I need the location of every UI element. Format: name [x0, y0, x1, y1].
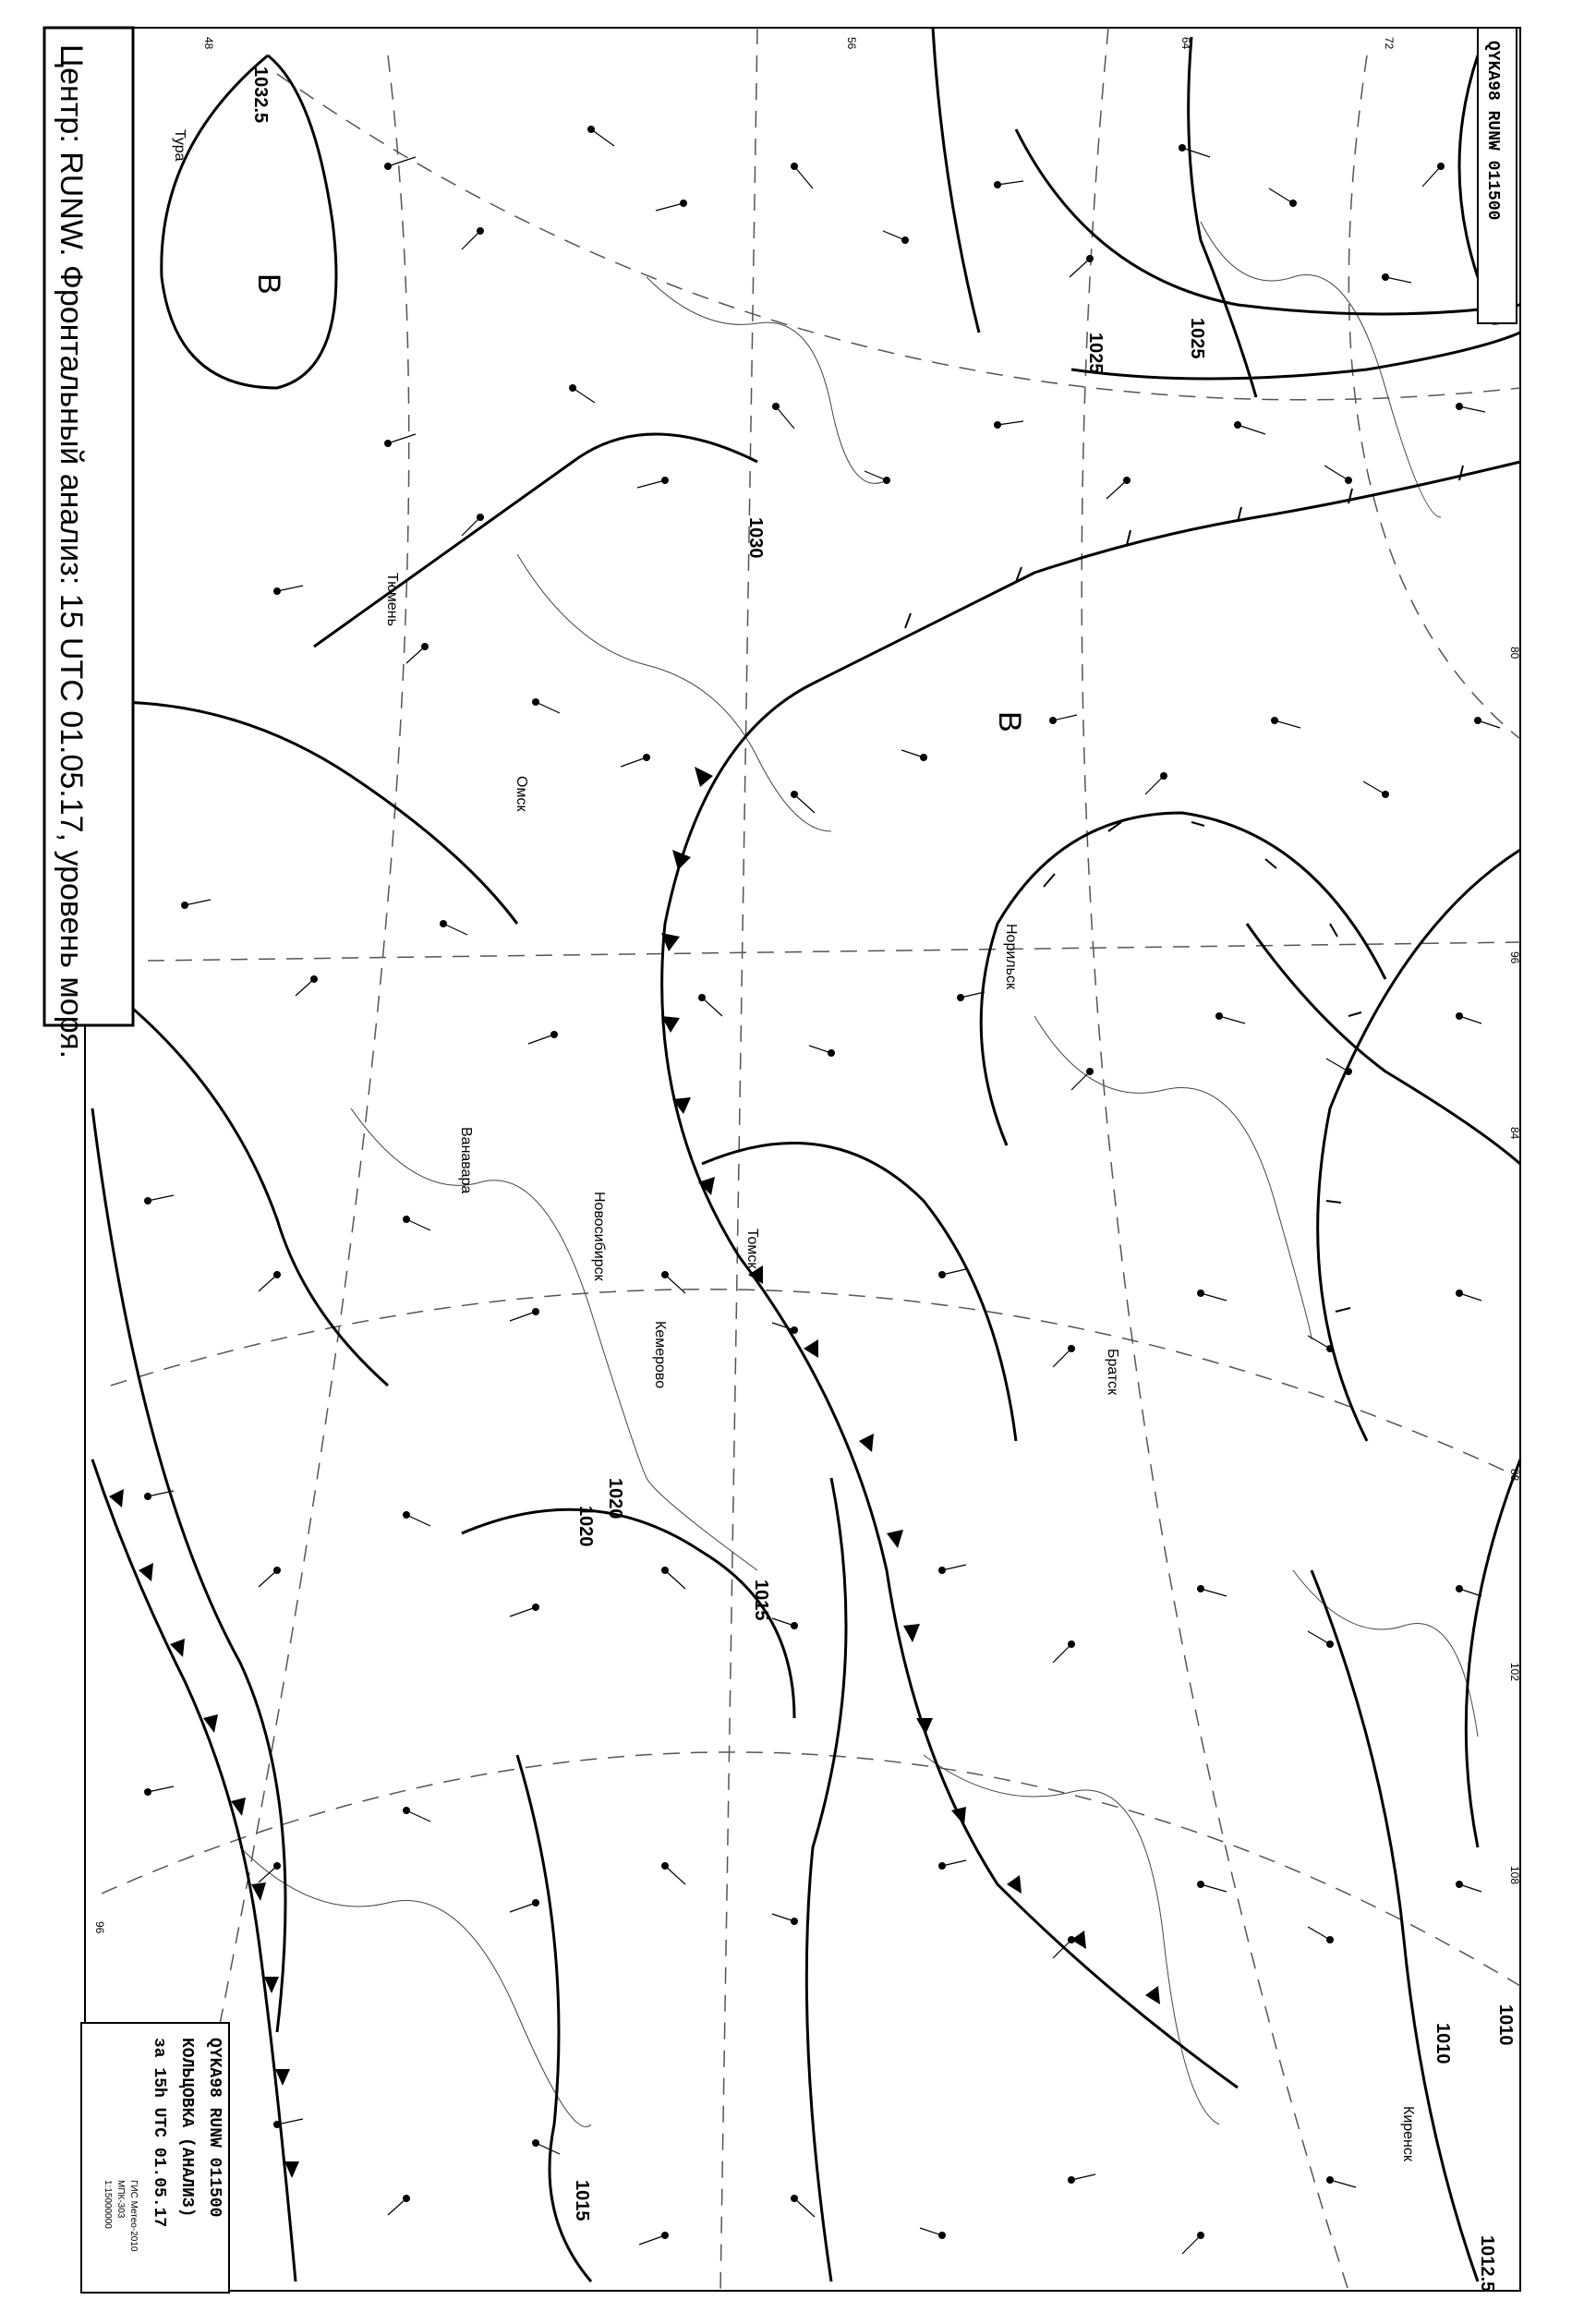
isobar-label: 1020 [575, 1506, 596, 1547]
city-label: Киренск [1400, 2106, 1416, 2161]
grid-number: 80 [1508, 647, 1521, 660]
grid-number: 72 [1383, 37, 1396, 50]
city-label: Омск [514, 776, 529, 812]
city-label: Тюмень [384, 573, 400, 626]
analysis-time: за 15h UTC 01.05.17 [150, 2038, 168, 2228]
grid-number: 96 [93, 1921, 106, 1934]
grid-number: 88 [1508, 1469, 1521, 1482]
isobar-label: 1012.5 [1477, 2235, 1497, 2293]
isobar-label: 1015 [572, 2180, 592, 2221]
city-label: Братск [1105, 1349, 1120, 1396]
grid-number: 84 [1508, 1127, 1521, 1140]
isobar-label: 1025 [1085, 333, 1106, 374]
isobar-label: 1010 [1433, 2023, 1453, 2064]
grid-number: 56 [845, 37, 858, 50]
isobar-label: 1010 [1495, 2004, 1516, 2046]
isobar-label: 1025 [1187, 318, 1207, 359]
station-name: КОЛЬЦОВКА (АНАЛИЗ) [177, 2038, 196, 2218]
city-label: Кемерово [652, 1321, 668, 1389]
isobar-label: 1015 [751, 1580, 771, 1621]
high-center-label: В [992, 711, 1027, 732]
city-label: Новосибирск [591, 1192, 607, 1281]
footer-software: ГИС Метео-2010 [128, 2180, 139, 2252]
city-label: Норильск [1003, 924, 1019, 989]
city-label: Тура [172, 129, 187, 162]
grid-number: 96 [1508, 951, 1521, 964]
isobar-label: 1020 [605, 1478, 625, 1519]
footer-device: МПК-303 [115, 2180, 126, 2219]
legend-box [81, 2023, 229, 2293]
corner-code-top [1478, 28, 1517, 323]
bulletin-code: QYKA98 RUNW 011500 [205, 2038, 224, 2218]
title-box [44, 28, 133, 1059]
isobar-label: 1032.5 [250, 67, 271, 124]
grid-number: 108 [1508, 1866, 1521, 1885]
city-label: Ванавара [458, 1127, 474, 1194]
grid-number: 48 [202, 37, 215, 50]
high-center-label: В [251, 273, 286, 295]
footer-scale: 1:15000000 [103, 2180, 113, 2229]
city-label: Томск [744, 1229, 760, 1269]
isobar-label: 1030 [745, 517, 766, 559]
map-title: Центр: RUNW. Фронтальный анализ: 15 UTC 01.05.17, уровень моря. [54, 44, 89, 1059]
grid-number: 102 [1508, 1663, 1521, 1682]
grid-number: 64 [1179, 37, 1192, 50]
bulletin-code: QYKA98 RUNW 011500 [1483, 41, 1502, 221]
